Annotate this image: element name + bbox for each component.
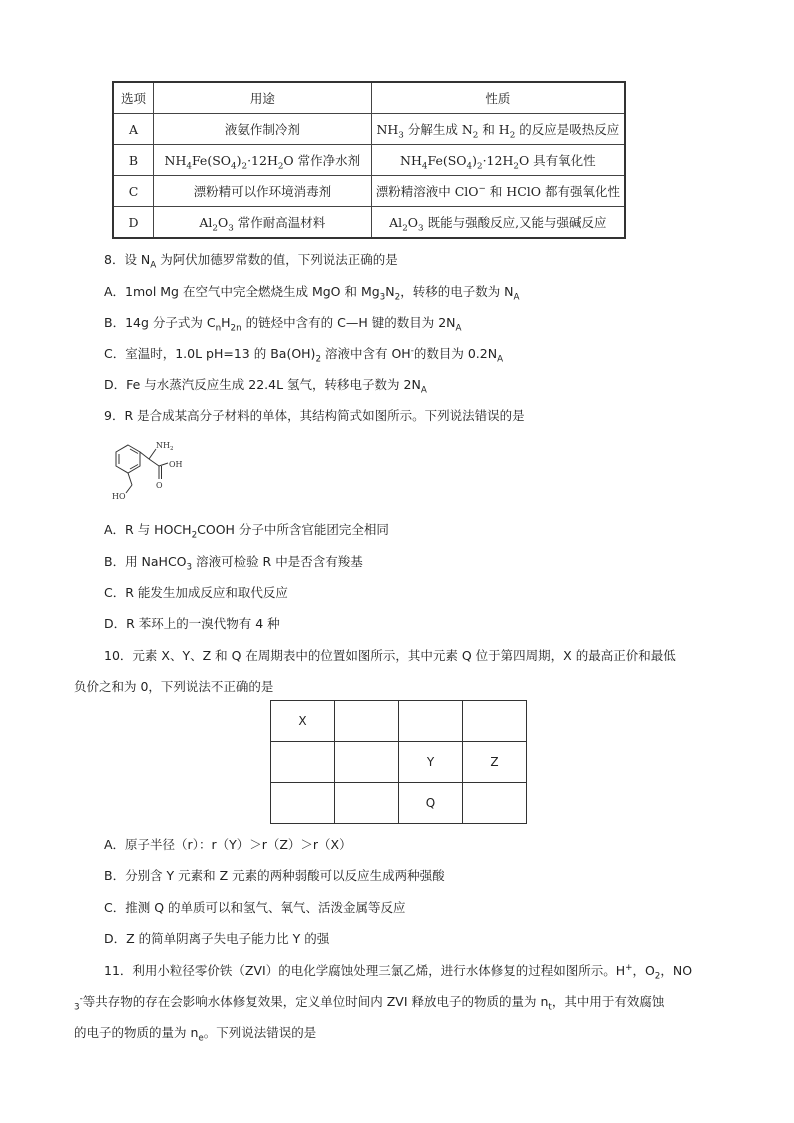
nh2-label: $NH_2$ — [156, 441, 174, 452]
periodic-table-fragment — [270, 700, 527, 824]
table-row — [113, 207, 625, 239]
q9-option-b: B．用 NaHCO$_3$ 溶液可检验 R 中是否含有羧基 — [104, 554, 363, 573]
row-option: B — [113, 145, 153, 176]
q8-option-b: B．14g 分子式为 $C_nH_{2n}$ 的链烃中含有的 C—H 键的数目为 $2N_A$ — [104, 315, 462, 334]
q11-line3: 的电子的物质的量为 $n_e$。下列说法错误的是 — [74, 1025, 317, 1044]
property-table — [112, 81, 626, 239]
q8-stem: 8．设 $N_A$ 为阿伏加德罗常数的值，下列说法正确的是 — [104, 252, 398, 271]
grid-cell — [271, 742, 335, 783]
q8-option-a: A．1mol Mg 在空气中完全燃烧生成 MgO 和 $Mg_3N_2$，转移的电子数为 $N_A$ — [104, 284, 520, 303]
q10-option-a: A．原子半径（r）：r（Y）＞r（Z）＞r（X） — [104, 837, 352, 852]
header-use: 用途 — [153, 82, 371, 114]
row-use: $Al_2O_3$ 常作耐高温材料 — [153, 207, 371, 239]
row-property: 漂粉精溶液中 ClO− 和 HClO 都有强氧化性 — [371, 176, 625, 207]
row-option: D — [113, 207, 153, 239]
table-header-row — [113, 82, 625, 114]
q9-stem: 9．R 是合成某高分子材料的单体，其结构简式如图所示。下列说法错误的是 — [104, 408, 525, 423]
table-row — [113, 145, 625, 176]
grid-cell — [463, 701, 527, 742]
q8-option-d: D．Fe 与水蒸汽反应生成 22.4L 氢气，转移电子数为 $2N_A$ — [104, 377, 427, 396]
q9-option-d: D．R 苯环上的一溴代物有 4 种 — [104, 616, 280, 631]
grid-cell — [335, 742, 399, 783]
grid-row — [271, 701, 527, 742]
q9-option-c: C．R 能发生加成反应和取代反应 — [104, 585, 288, 600]
header-option: 选项 — [113, 82, 153, 114]
row-property: $Al_2O_3$ 既能与强酸反应,又能与强碱反应 — [371, 207, 625, 239]
grid-cell: Z — [463, 742, 527, 783]
q10-stem-line1: 10．元素 X、Y、Z 和 Q 在周期表中的位置如图所示，其中元素 Q 位于第四周期，X 的最高正价和最低 — [104, 648, 676, 663]
q8-option-c: C．室温时，1.0L pH=13 的 $Ba(OH)_2$ 溶液中含有 OH-的数目为 $0.2N_A$ — [104, 345, 504, 365]
grid-cell — [271, 783, 335, 824]
structure-formula — [104, 437, 204, 507]
q11-line2: $_3$-等共存物的存在会影响水体修复效果，定义单位时间内 ZVI 释放电子的物质的量为 $n_t$，其中用于有效腐蚀 — [74, 993, 665, 1013]
q11-line1: 11．利用小粒径零价铁（ZVI）的电化学腐蚀处理三氯乙烯，进行水体修复的过程如图所示。H+，$O_2$，NO — [104, 962, 693, 982]
grid-cell — [463, 783, 527, 824]
row-use: $NH_4Fe(SO_4)_2\cdot 12H_2O$ 常作净水剂 — [153, 145, 371, 176]
grid-row — [271, 783, 527, 824]
row-option: C — [113, 176, 153, 207]
q10-option-c: C．推测 Q 的单质可以和氢气、氧气、活泼金属等反应 — [104, 900, 406, 915]
q10-option-d: D．Z 的简单阴离子失电子能力比 Y 的强 — [104, 931, 330, 946]
row-property: $NH_3$ 分解生成 $N_2$ 和 $H_2$ 的反应是吸热反应 — [371, 114, 625, 145]
row-use: 漂粉精可以作环境消毒剂 — [153, 176, 371, 207]
header-property: 性质 — [371, 82, 625, 114]
oh-label: OH — [169, 460, 183, 469]
ho-label: HO — [112, 492, 126, 501]
table-row — [113, 114, 625, 145]
grid-cell — [335, 783, 399, 824]
row-option: A — [113, 114, 153, 145]
grid-cell — [399, 701, 463, 742]
grid-row — [271, 742, 527, 783]
q10-option-b: B．分别含 Y 元素和 Z 元素的两种弱酸可以反应生成两种强酸 — [104, 868, 445, 883]
row-use: 液氨作制冷剂 — [153, 114, 371, 145]
grid-cell — [335, 701, 399, 742]
grid-cell: Q — [399, 783, 463, 824]
q9-option-a: A．R 与 $HOCH_2COOH$ 分子中所含官能团完全相同 — [104, 522, 389, 541]
row-property: $NH_4Fe(SO_4)_2\cdot 12H_2O$ 具有氧化性 — [371, 145, 625, 176]
table-row — [113, 176, 625, 207]
o-label: O — [156, 481, 163, 490]
grid-cell: Y — [399, 742, 463, 783]
grid-cell: X — [271, 701, 335, 742]
q10-stem-line2: 负价之和为 0，下列说法不正确的是 — [74, 679, 274, 694]
